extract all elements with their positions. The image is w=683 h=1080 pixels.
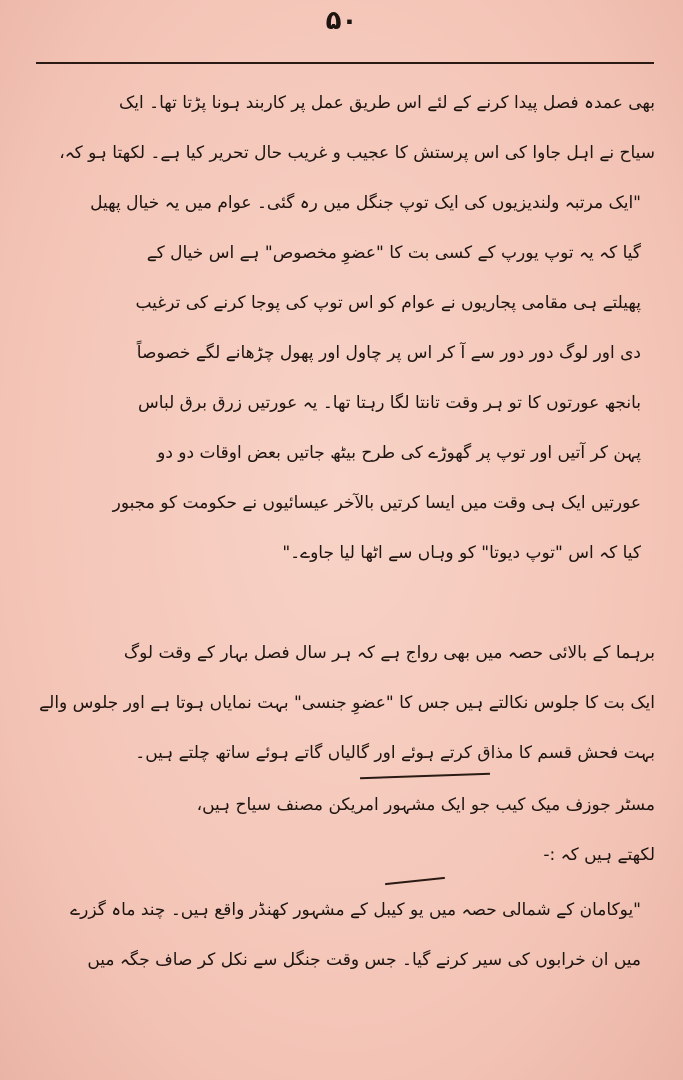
text-line: ایک بت کا جلوس نکالتے ہیں جس کا "عضوِ جنسی" بہت نمایاں ہوتا ہے اور جلوس والے: [39, 693, 655, 713]
block-quote-1: [63, 178, 641, 578]
text-line: برہما کے بالائی حصہ میں بھی رواج ہے کہ ہر سال فصل بہار کے وقت لوگ: [123, 643, 655, 663]
text-line: پھیلتے ہی مقامی پجاریوں نے عوام کو اس توپ کی پوجا کرنے کی ترغیب: [135, 293, 641, 313]
text-line: بانجھ عورتوں کا تو ہر وقت تانتا لگا رہتا تھا۔ یہ عورتیں زرق برق لباس: [138, 393, 641, 413]
text-line: لکھتے ہیں کہ :-: [543, 845, 655, 865]
paragraph-3: [35, 780, 655, 880]
text-line: بہت فحش قسم کا مذاق کرتے ہوئے اور گالیاں گاتے ہوئے ساتھ چلتے ہیں۔: [135, 743, 655, 763]
block-quote-2: [63, 885, 641, 985]
paragraph-2: [35, 628, 655, 778]
paragraph-1: [35, 78, 655, 178]
text-line: کیا کہ اس "توپ دیوتا" کو وہاں سے اٹھا لیا جاوے۔": [282, 543, 641, 563]
header-rule: [36, 62, 654, 64]
text-line: دی اور لوگ دور دور سے آ کر اس پر چاول اور پھول چڑھانے لگے خصوصاً: [136, 343, 641, 363]
text-line: سیاح نے اہل جاوا کی اس پرستش کا عجیب و غریب حال تحریر کیا ہے۔ لکھتا ہو کہ،: [59, 143, 655, 163]
text-line: عورتیں ایک ہی وقت میں ایسا کرتیں بالآخر عیسائیوں نے حکومت کو مجبور: [112, 493, 641, 513]
text-line: "ایک مرتبہ ولندیزیوں کی ایک توپ جنگل میں رہ گئی۔ عوام میں یہ خیال پھیل: [90, 193, 641, 213]
page-number: ۵۰: [325, 6, 358, 36]
text-line: مسٹر جوزف میک کیب جو ایک مشہور امریکن مصنف سیاح ہیں،: [196, 795, 655, 815]
text-line: بھی عمدہ فصل پیدا کرنے کے لئے اس طریق عمل پر کاربند ہونا پڑتا تھا۔ ایک: [119, 93, 655, 113]
text-line: پہن کر آتیں اور توپ پر گھوڑے کی طرح بیٹھ جاتیں بعض اوقات دو دو: [157, 443, 641, 463]
text-line: میں ان خرابوں کی سیر کرنے گیا۔ جس وقت جنگل سے نکل کر صاف جگہ میں: [87, 950, 641, 970]
text-line: "یوکامان کے شمالی حصہ میں یو کیبل کے مشہور کھنڈر واقع ہیں۔ چند ماہ گزرے: [70, 900, 641, 920]
text-line: گیا کہ یہ توپ یورپ کے کسی بت کا "عضوِ مخصوص" ہے اس خیال کے: [146, 243, 641, 263]
